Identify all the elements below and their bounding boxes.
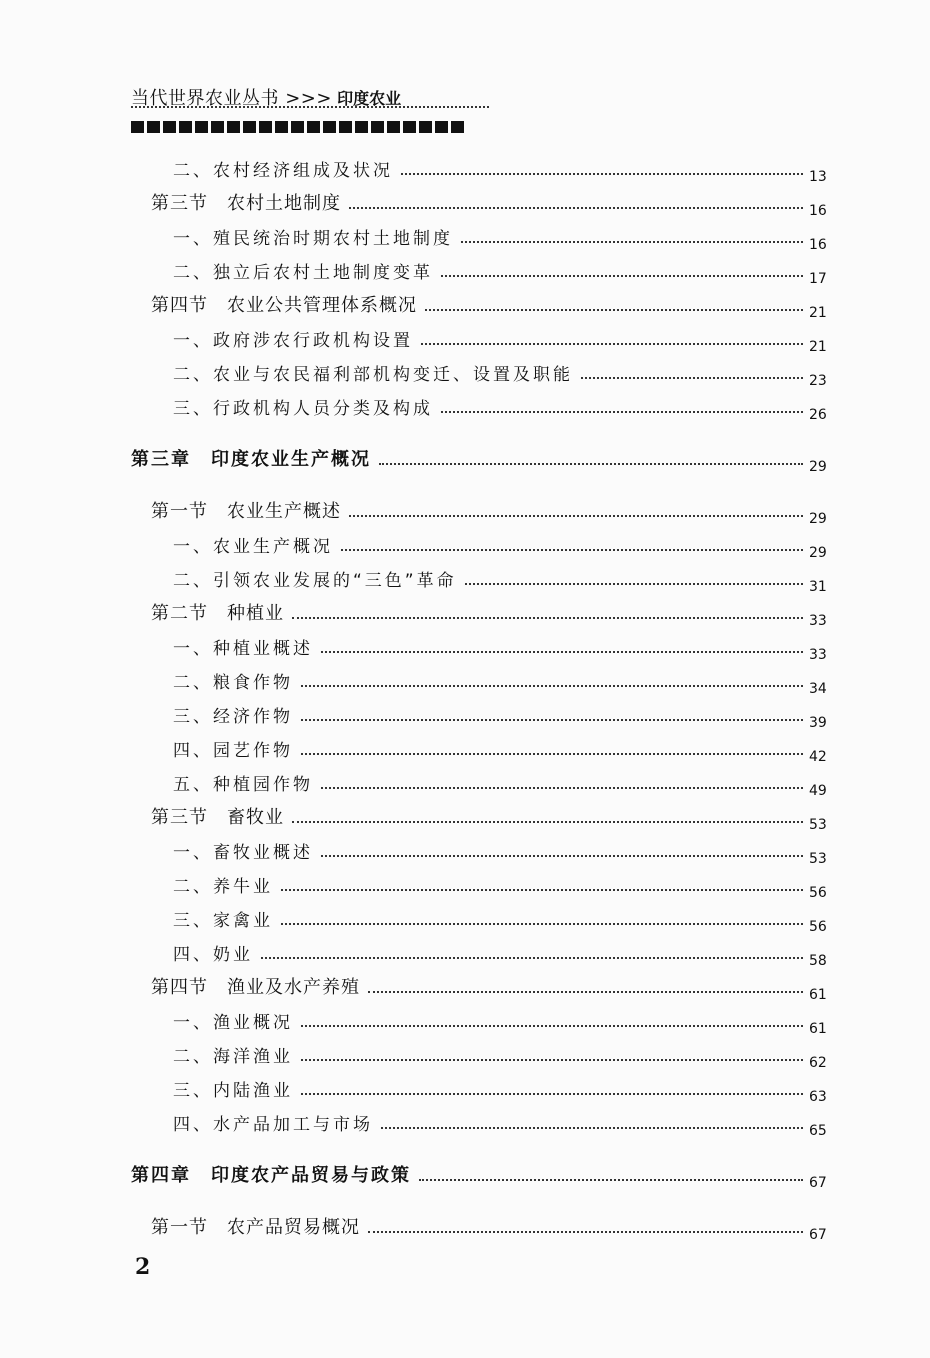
toc-entry-title: 四、水产品加工与市场 [173,1115,373,1135]
toc-leader-dots [465,583,803,585]
toc-item [173,1007,833,1037]
toc-entry-title: 一、农业生产概况 [173,537,333,557]
toc-page-number: 65 [809,1123,827,1139]
toc-page-number: 29 [809,511,827,527]
toc-entry-title: 一、种植业概述 [173,639,313,659]
toc-page-number: 33 [809,647,827,663]
toc-page-number: 21 [809,339,827,355]
toc-page-number: 29 [809,545,827,561]
toc-entry-title: 第三节 农村土地制度 [151,193,341,214]
toc-entry-title: 一、政府涉农行政机构设置 [173,331,413,351]
toc-item [173,565,833,595]
toc-entry-title: 三、家禽业 [173,911,273,931]
toc-leader-dots [368,1231,803,1233]
toc-leader-dots [349,515,803,517]
toc-item [173,359,833,389]
toc-entry-title: 二、引领农业发展的“三色”革命 [173,571,457,591]
toc-entry-title: 二、农村经济组成及状况 [173,161,393,181]
header-dotted-rule [131,106,489,108]
series-title: 当代世界农业丛书 >>> [131,88,332,109]
toc-leader-dots [419,1179,803,1181]
toc-item [173,1075,833,1105]
toc-entry-title: 四、奶业 [173,945,253,965]
toc-section [151,803,833,833]
toc-item [173,223,833,253]
toc-item [173,1109,833,1139]
toc-item [173,1041,833,1071]
toc-entry-title: 三、内陆渔业 [173,1081,293,1101]
toc-chapter [131,1161,833,1191]
toc-leader-dots [301,685,803,687]
toc-page-number: 42 [809,749,827,765]
toc-page-number: 23 [809,373,827,389]
toc-item [173,325,833,355]
toc-leader-dots [421,343,803,345]
toc-leader-dots [368,991,803,993]
toc-leader-dots [292,617,803,619]
toc-leader-dots [349,207,803,209]
toc-section [151,973,833,1003]
toc-chapter [131,445,833,475]
toc-entry-title: 第三节 畜牧业 [151,807,284,828]
toc-item [173,701,833,731]
toc-leader-dots [441,275,803,277]
toc-leader-dots [301,1059,803,1061]
toc-page-number: 16 [809,237,827,253]
toc-page-number: 53 [809,817,827,833]
toc-entry-title: 第四节 农业公共管理体系概况 [151,295,417,316]
toc-section [151,599,833,629]
toc-entry-title: 二、独立后农村土地制度变革 [173,263,433,283]
toc-leader-dots [441,411,803,413]
toc-page-number: 31 [809,579,827,595]
toc-entry-title: 第二节 种植业 [151,603,284,624]
toc-leader-dots [581,377,803,379]
toc-page-number: 67 [809,1175,827,1191]
toc-item [173,905,833,935]
toc-entry-title: 一、畜牧业概述 [173,843,313,863]
toc-page-number: 53 [809,851,827,867]
toc-page-number: 56 [809,919,827,935]
toc-page-number: 21 [809,305,827,321]
toc-leader-dots [281,923,803,925]
toc-item [173,393,833,423]
toc-leader-dots [301,1025,803,1027]
toc-page-number: 56 [809,885,827,901]
toc-leader-dots [381,1127,803,1129]
toc-item [173,155,833,185]
toc-entry-title: 一、渔业概况 [173,1013,293,1033]
toc-section [151,291,833,321]
toc-leader-dots [301,719,803,721]
toc-leader-dots [321,855,803,857]
toc-leader-dots [261,957,803,959]
toc-page-number: 33 [809,613,827,629]
toc-entry-title: 第一节 农产品贸易概况 [151,1217,360,1238]
toc-leader-dots [425,309,803,311]
toc-section [151,497,833,527]
toc-entry-title: 第三章 印度农业生产概况 [131,449,371,470]
toc-page-number: 39 [809,715,827,731]
toc-item [173,871,833,901]
toc-item [173,735,833,765]
toc-page-number: 62 [809,1055,827,1071]
toc-item [173,531,833,561]
toc-page-number: 61 [809,987,827,1003]
toc-page-number: 13 [809,169,827,185]
toc-leader-dots [321,651,803,653]
toc-item [173,633,833,663]
toc-leader-dots [379,463,803,465]
toc-section [151,1213,833,1243]
toc-page-number: 63 [809,1089,827,1105]
toc-page-number: 58 [809,953,827,969]
toc-leader-dots [401,173,803,175]
toc-item [173,257,833,287]
toc-page-number: 67 [809,1227,827,1243]
toc-page-number: 49 [809,783,827,799]
toc-entry-title: 第四章 印度农产品贸易与政策 [131,1165,411,1186]
toc-page-number: 26 [809,407,827,423]
toc-entry-title: 四、园艺作物 [173,741,293,761]
toc-entry-title: 三、经济作物 [173,707,293,727]
toc-entry-title: 一、殖民统治时期农村土地制度 [173,229,453,249]
toc-leader-dots [281,889,803,891]
toc-entry-title: 二、农业与农民福利部机构变迁、设置及职能 [173,365,573,385]
book-title: 印度农业 [337,89,402,108]
toc-section [151,189,833,219]
toc-entry-title: 第四节 渔业及水产养殖 [151,977,360,998]
toc-item [173,667,833,697]
toc-page-number: 16 [809,203,827,219]
toc-leader-dots [292,821,803,823]
toc-leader-dots [301,753,803,755]
toc-page-number: 34 [809,681,827,697]
toc-leader-dots [321,787,803,789]
toc-item [173,769,833,799]
header-block-bar [131,121,464,133]
toc-page-number: 29 [809,459,827,475]
toc-entry-title: 二、粮食作物 [173,673,293,693]
page-number: 2 [135,1254,151,1280]
toc-entry-title: 二、海洋渔业 [173,1047,293,1067]
toc-item [173,837,833,867]
toc-item [173,939,833,969]
toc-entry-title: 第一节 农业生产概述 [151,501,341,522]
toc-page-number: 17 [809,271,827,287]
toc-page-number: 61 [809,1021,827,1037]
toc-entry-title: 二、养牛业 [173,877,273,897]
toc-entry-title: 三、行政机构人员分类及构成 [173,399,433,419]
toc-leader-dots [341,549,803,551]
toc-leader-dots [301,1093,803,1095]
toc-entry-title: 五、种植园作物 [173,775,313,795]
toc-leader-dots [461,241,803,243]
